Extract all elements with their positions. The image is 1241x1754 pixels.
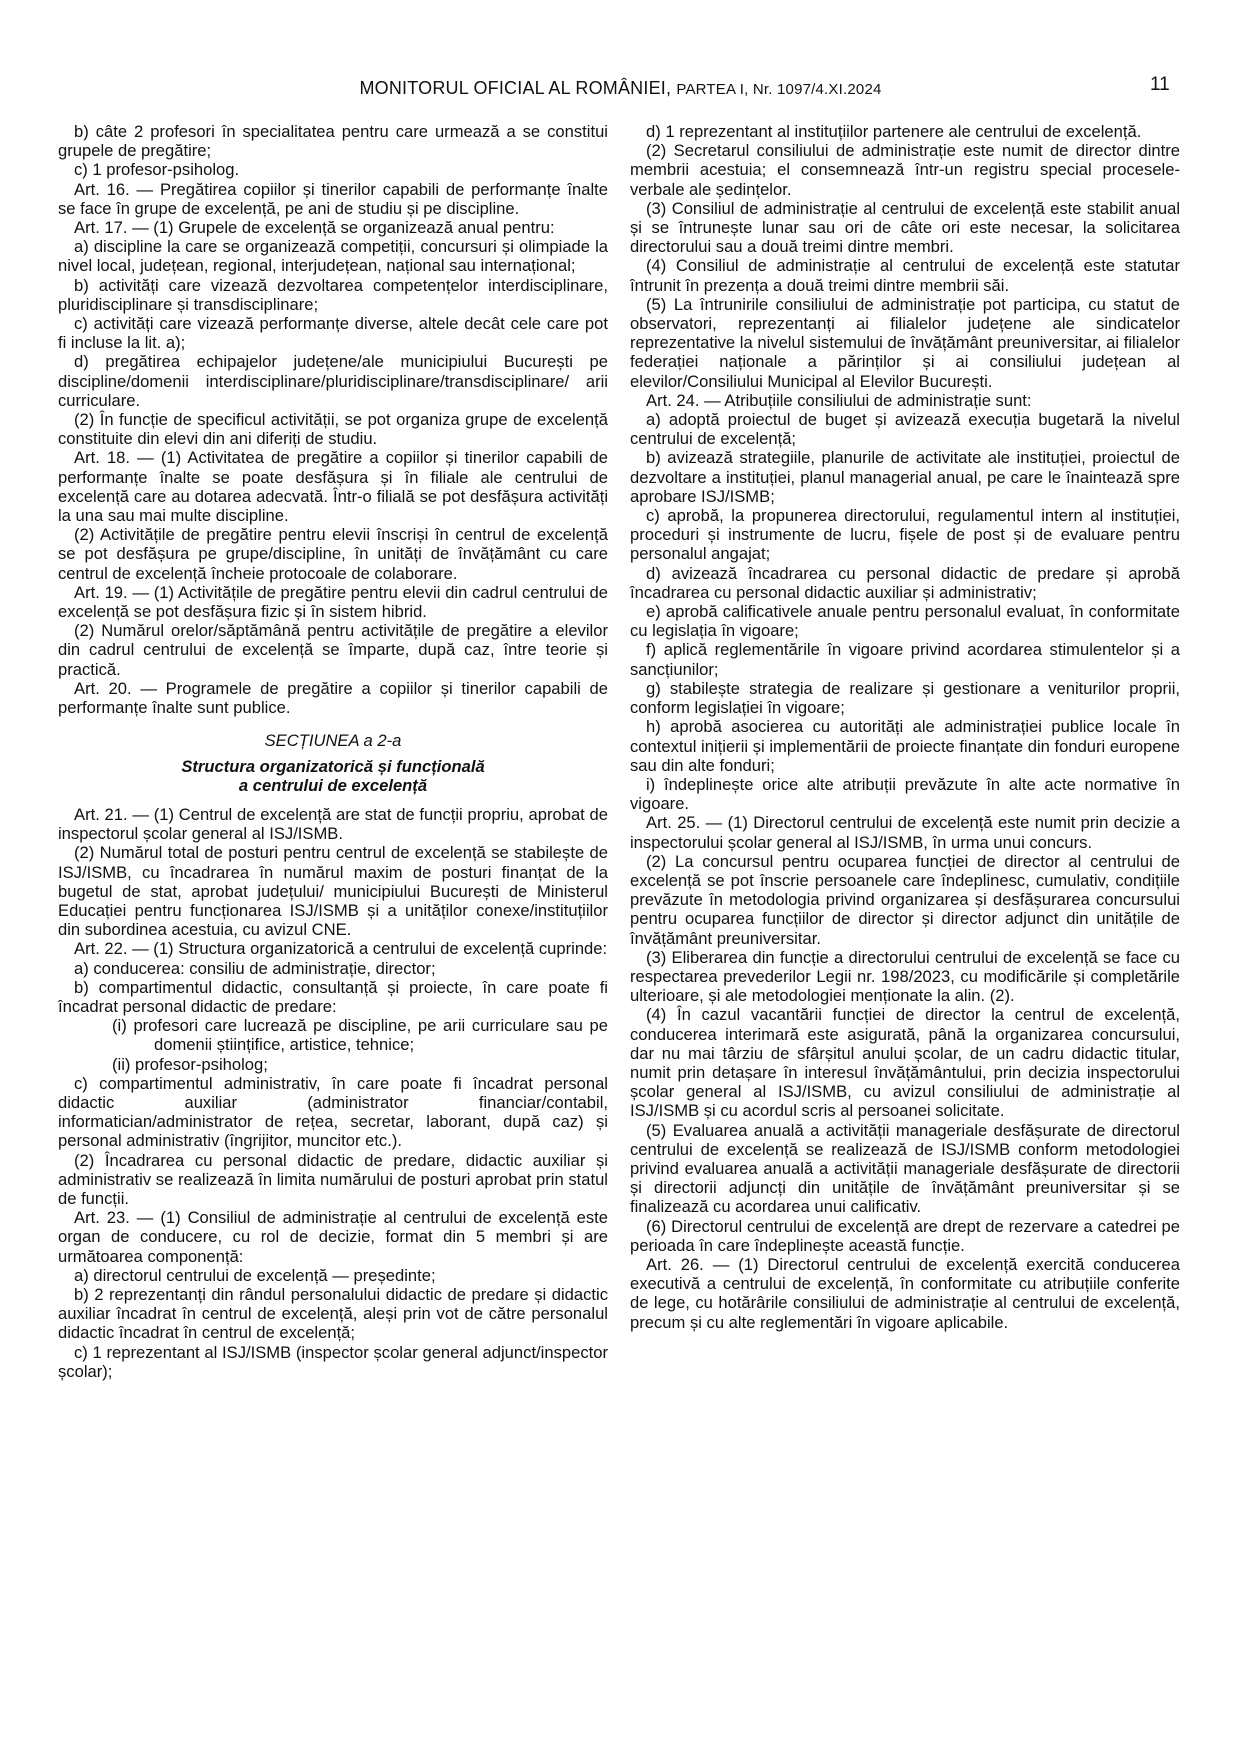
paragraph: e) aprobă calificativele anuale pentru personalul evaluat, în conformitate cu legislația în vigoare;: [630, 602, 1180, 641]
paragraph: (2) În funcție de specificul activității, se pot organiza grupe de excelență constituite din elevi din ani diferiți de studiu.: [58, 410, 608, 449]
paragraph: a) discipline la care se organizează competiții, concursuri și olimpiade la nivel local, județean, regional, interjudețean, național sau internațional;: [58, 237, 608, 276]
paragraph: (2) Numărul orelor/săptămână pentru activitățile de pregătire a elevilor din cadrul centrului de excelență se împarte, după caz, între teorie și practică.: [58, 621, 608, 679]
paragraph: c) 1 reprezentant al ISJ/ISMB (inspector școlar general adjunct/inspector școlar);: [58, 1342, 608, 1381]
paragraph: (2) Numărul total de posturi pentru centrul de excelență se stabilește de ISJ/ISMB, cu încadrarea în numărul maxim de posturi finanțat de la bugetul de stat, aprobat județului/ municipiului București de Ministerul Educației pentru funcționarea ISJ/ISMB și a unităților conexe/instituțiilor din subordinea acestuia, cu avizul CNE.: [58, 843, 608, 940]
paragraph: (3) Consiliul de administrație al centrului de excelență este stabilit anual și se întrunește lunar sau ori de câte ori este necesar, la solicitarea directorului sau a două treimi dintre membri.: [630, 198, 1180, 257]
paragraph: c) compartimentul administrativ, în care poate fi încadrat personal didactic auxiliar (administrator financiar/contabil, informatician/administrator de rețea, secretar, laborant, după caz) și personal administrativ (îngrijitor, muncitor etc.).: [58, 1073, 608, 1151]
article-23: Art. 23. — (1) Consiliul de administrație al centrului de excelență este organ de conducere, cu rol de decizie, format din 5 membri și are următoarea componență:: [58, 1208, 608, 1266]
paragraph: (4) Consiliul de administrație al centrului de excelență este statutar întrunit în prezența a două treimi dintre membrii săi.: [630, 256, 1180, 295]
paragraph: (5) La întrunirile consiliului de administrație pot participa, cu statut de observatori, reprezentanți ai filialelor județene ale sindicatelor reprezentative la nivelul sistemului de învățământ preuniversitar, ai filialelor federației naționale a părinților și ai consiliului județean al elevilor/Consiliului Municipal al Elevilor București.: [630, 294, 1180, 391]
left-column: [58, 122, 608, 1381]
article-18: Art. 18. — (1) Activitatea de pregătire a copiilor și tinerilor capabili de performanțe înalte se poate desfășura și în filiale ale centrului de excelență care au dotarea adecvată. Într-o filială se pot desfășura activități la una sau mai multe discipline.: [58, 448, 608, 526]
right-column: [630, 122, 1180, 1332]
section-name: [58, 757, 608, 795]
paragraph: b) 2 reprezentanți din rândul personalului didactic de predare și didactic auxiliar încadrat în centrul de excelență, aleși prin vot de către personalul didactic încadrat în centrul de excelență;: [58, 1284, 608, 1343]
paragraph: (3) Eliberarea din funcție a directorului centrului de excelență se face cu respectarea prevederilor Legii nr. 198/2023, cu modificările și completările ulterioare, și ale metodologiei menționate la alin. (2).: [630, 947, 1180, 1006]
paragraph: c) aprobă, la propunerea directorului, regulamentul intern al instituției, proceduri și instrumente de lucru, fișele de post și de evaluare pentru personalul angajat;: [630, 506, 1180, 564]
page-header: [0, 74, 1241, 104]
paragraph: d) avizează încadrarea cu personal didactic de predare și aprobă încadrarea cu personal didactic auxiliar și administrativ;: [630, 563, 1180, 602]
paragraph: h) aprobă asocierea cu autorități ale administrației publice locale în contextul inițierii și implementării de proiecte finanțate din fonduri europene sau din alte fonduri;: [630, 717, 1180, 775]
paragraph: d) pregătirea echipajelor județene/ale municipiului București pe discipline/domenii interdisciplinare/pluridisciplinare/transdisciplinare/ arii curriculare.: [58, 352, 608, 410]
article-20: Art. 20. — Programele de pregătire a copiilor și tinerilor capabili de performanțe înalte sunt publice.: [58, 678, 608, 718]
article-16: Art. 16. — Pregătirea copiilor și tinerilor capabili de performanțe înalte se face în grupe de excelență, pe ani de studiu și pe discipline.: [58, 179, 608, 218]
paragraph: f) aplică reglementările în vigoare privind acordarea stimulentelor și a sancțiunilor;: [630, 640, 1180, 679]
paragraph: c) 1 profesor-psiholog.: [74, 160, 240, 180]
sub-item: (ii) profesor-psiholog;: [112, 1054, 268, 1074]
paragraph: b) câte 2 profesori în specialitatea pentru care urmează a se constitui grupele de pregătire;: [58, 122, 608, 161]
article-26: Art. 26. — (1) Directorul centrului de excelență exercită conducerea executivă a centrului de excelență, în conformitate cu atribuțiile conferite de lege, cu hotărârile consiliului de administrație al centrului de excelență, precum și cu alte reglementări în vigoare aplicabile.: [630, 1254, 1180, 1332]
section-title: SECȚIUNEA a 2-a: [264, 731, 402, 751]
paragraph: (2) Activitățile de pregătire pentru elevii înscriși în centrul de excelență se pot desfășura pe grupe/discipline, în unități de învățământ cu care centrul de excelență încheie protocoale de colaborare.: [58, 525, 608, 583]
article-19: Art. 19. — (1) Activitățile de pregătire pentru elevii din cadrul centrului de excelență se pot desfășura fizic și în sistem hibrid.: [58, 582, 608, 622]
sub-item: (i) profesori care lucrează pe discipline, pe arii curriculare sau pe domenii științifice, artistice, tehnice;: [112, 1016, 608, 1055]
paragraph: (2) Încadrarea cu personal didactic de predare, didactic auxiliar și administrativ se realizează în limita numărului de posturi aprobat prin statul de funcții.: [58, 1150, 608, 1208]
paragraph: d) 1 reprezentant al instituțiilor partenere ale centrului de excelență.: [646, 122, 1142, 141]
paragraph: b) avizează strategiile, planurile de activitate ale instituției, proiectul de dezvoltare a instituției, planul managerial anual, pe care le înaintează spre aprobare ISJ/ISMB;: [630, 448, 1180, 506]
paragraph: (6) Directorul centrului de excelență are drept de rezervare a catedrei pe perioada în care îndeplinește această funcție.: [630, 1216, 1180, 1255]
paragraph: a) adoptă proiectul de buget și avizează execuția bugetară la nivelul centrului de excelență;: [630, 410, 1180, 449]
article-21: Art. 21. — (1) Centrul de excelență are stat de funcții propriu, aprobat de inspectorul școlar general al ISJ/ISMB.: [58, 804, 608, 844]
paragraph: i) îndeplinește orice alte atribuții prevăzute în alte acte normative în vigoare.: [630, 774, 1180, 814]
paragraph: a) directorul centrului de excelență — președinte;: [74, 1265, 436, 1285]
paragraph: g) stabilește strategia de realizare și gestionare a veniturilor proprii, conform legislației în vigoare;: [630, 678, 1180, 718]
paragraph: (4) În cazul vacantării funcției de director la centrul de excelență, conducerea interimară este asigurată, până la organizarea concursului, dar nu mai târziu de sfârșitul anului școlar, de un cadru didactic titular, numit prin detașare în interesul învățământului, prin decizia inspectorului școlar general al ISJ/ISMB, cu avizul consiliului de administrație al ISJ/ISMB și cu acordul scris al persoanei solicitate.: [630, 1005, 1180, 1121]
section-name-line-2: a centrului de excelență: [238, 775, 428, 795]
article-22: Art. 22. — (1) Structura organizatorică a centrului de excelență cuprinde:: [74, 939, 608, 959]
paragraph: c) activități care vizează performanțe diverse, altele decât cele care pot fi incluse la lit. a);: [58, 314, 608, 353]
article-17: Art. 17. — (1) Grupele de excelență se organizează anual pentru:: [74, 218, 555, 238]
paragraph: (5) Evaluarea anuală a activității manageriale desfășurate de directorul centrului de excelență se realizează de ISJ/ISMB conform metodologiei privind evaluarea anuală a activității manageriale desfășurate de directorii și directorii adjuncți din unitățile de învățământ preuniversitar și se finalizează cu acordarea unui calificativ.: [630, 1120, 1180, 1217]
article-25: Art. 25. — (1) Directorul centrului de excelență este numit prin decizie a inspectorului școlar general al ISJ/ISMB, în urma unui concurs.: [630, 813, 1180, 852]
paragraph: (2) La concursul pentru ocuparea funcției de director al centrului de excelență se pot înscrie persoanele care îndeplinesc, cumulativ, condițiile prevăzute în metodologia privind organizarea și desfășurarea concursului pentru ocuparea funcțiilor de director și director adjunct din unitățile de învățământ preuniversitar.: [630, 851, 1180, 948]
gazette-title-main: MONITORUL OFICIAL AL ROMÂNIEI,: [359, 78, 677, 98]
section-name-line-1: Structura organizatorică și funcțională: [181, 756, 485, 776]
paragraph: b) activități care vizează dezvoltarea competențelor interdisciplinare, pluridisciplinare și transdisciplinare;: [58, 275, 608, 314]
paragraph: a) conducerea: consiliu de administrație, director;: [74, 958, 436, 978]
gazette-title-issue: PARTEA I, Nr. 1097/4.XI.2024: [676, 81, 882, 98]
gazette-title: [0, 78, 1241, 99]
paragraph: (2) Secretarul consiliului de administrație este numit de director dintre membrii acestuia; el consemnează într-un registru special procesele-verbale ale ședințelor.: [630, 141, 1180, 199]
article-24: Art. 24. — Atribuțiile consiliului de administrație sunt:: [646, 390, 1032, 410]
page-number: 11: [1150, 74, 1170, 95]
paragraph: b) compartimentul didactic, consultanță și proiecte, în care poate fi încadrat personal didactic de predare:: [58, 977, 608, 1016]
